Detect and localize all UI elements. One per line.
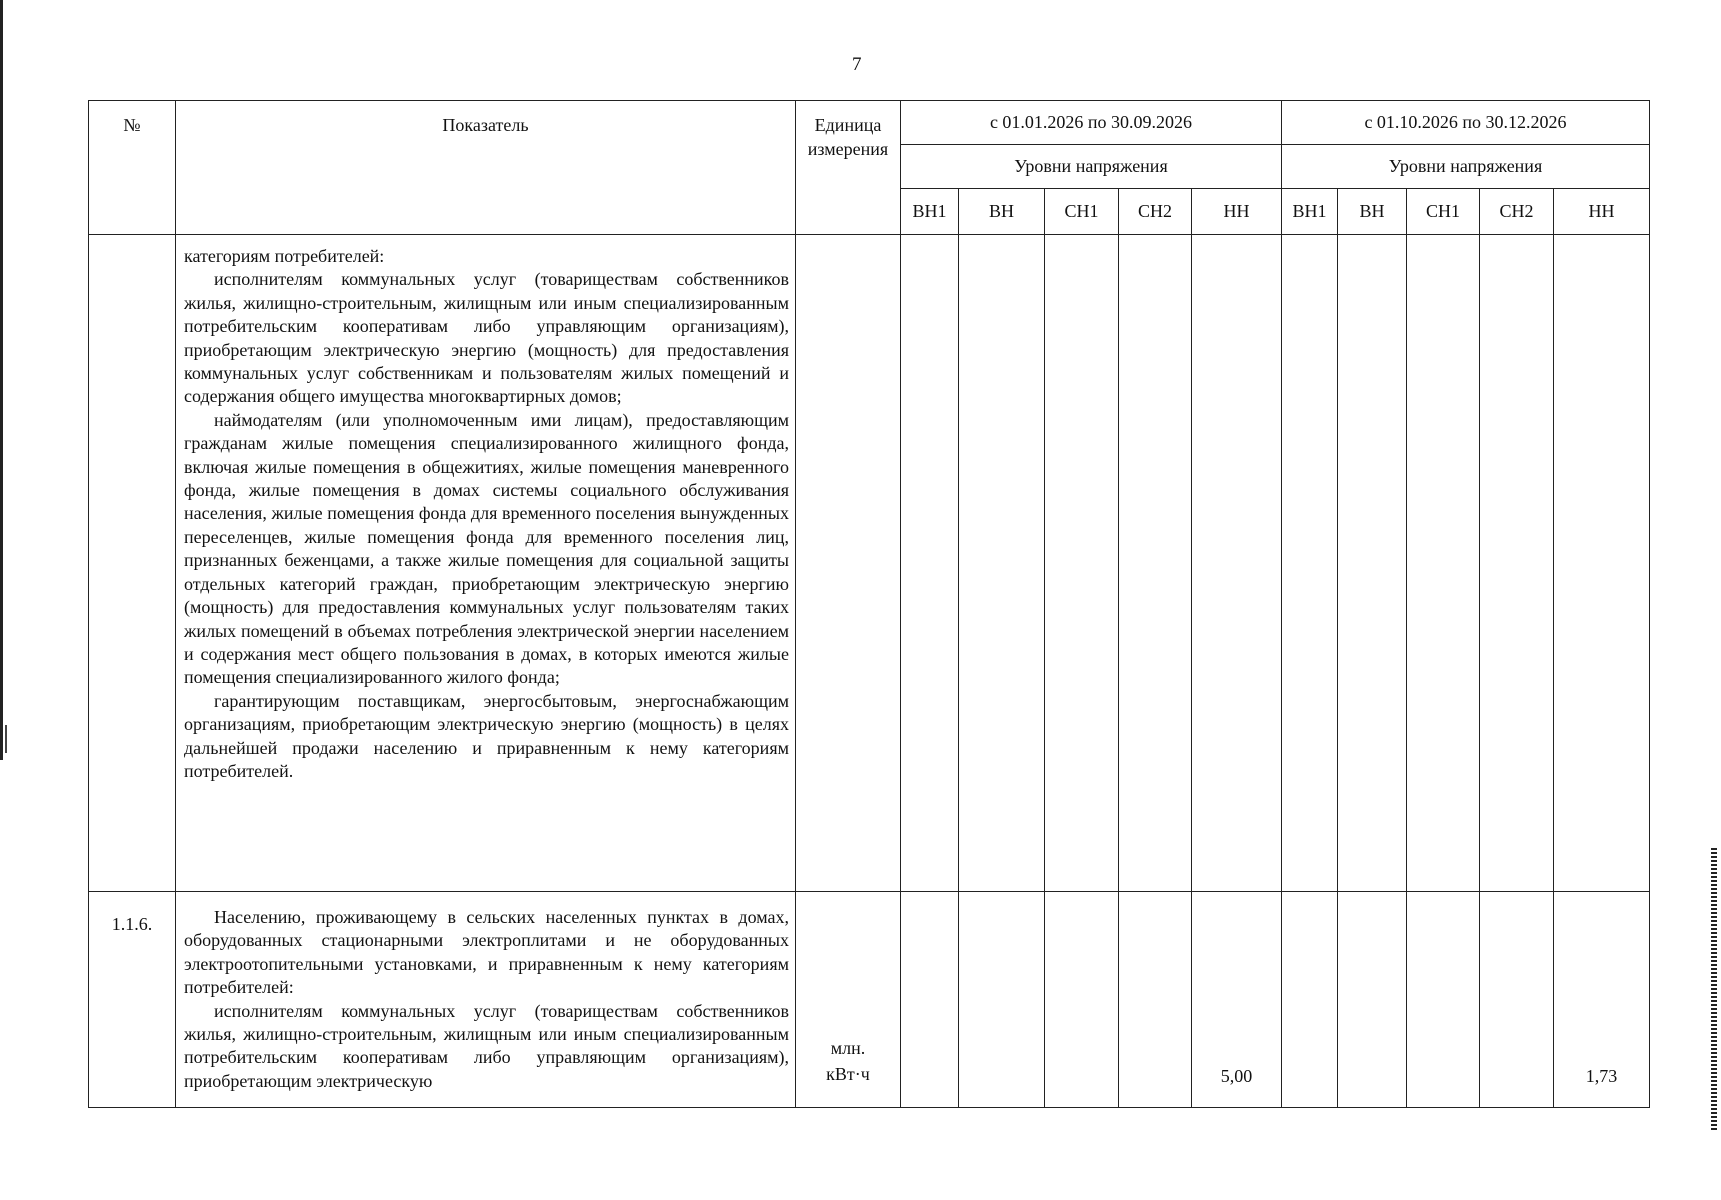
value-cell bbox=[1282, 235, 1338, 892]
scan-right-edge-marks bbox=[1711, 848, 1717, 1130]
value-cell bbox=[1338, 235, 1407, 892]
indicator-paragraph: категориям потребителей: bbox=[184, 246, 385, 266]
level-header-vn1: ВН1 bbox=[901, 189, 959, 235]
value-cell bbox=[1407, 892, 1480, 1108]
value-cell bbox=[1338, 892, 1407, 1108]
header-period-2: с 01.10.2026 по 30.12.2026 bbox=[1282, 101, 1650, 145]
value-cell bbox=[959, 892, 1045, 1108]
table-row bbox=[89, 235, 1650, 892]
scan-left-mark bbox=[5, 725, 7, 753]
value-cell bbox=[1119, 892, 1192, 1108]
header-period-1: с 01.01.2026 по 30.09.2026 bbox=[901, 101, 1282, 145]
unit-cell bbox=[796, 892, 901, 1108]
level-header-sn2: СН2 bbox=[1480, 189, 1554, 235]
page-number: 7 bbox=[852, 54, 862, 75]
value-cell: 5,00 bbox=[1192, 892, 1282, 1108]
value-cell bbox=[1480, 235, 1554, 892]
value-cell bbox=[1282, 892, 1338, 1108]
indicator-text bbox=[176, 235, 796, 892]
value-cell bbox=[1045, 892, 1119, 1108]
value-cell bbox=[1480, 892, 1554, 1108]
indicator-paragraph: наймодателям (или уполномоченным ими лицам), предоставляющим гражданам жилые помещения специализированного жилищного фонда, включая жилые помещения в общежитиях, жилые помещения маневренного фонда, жилые помещения в домах системы социального обслуживания населения, жилые помещения фонда для временного поселения вынужденных переселенцев, жилые помещения фонда для временного поселения лиц, признанных беженцами, а также жилые помещения для социальной защиты отдельных категорий граждан, приобретающим электрическую энергию (мощность) для предоставления коммунальных услуг пользователям таких жилых помещений в объемах потребления электрической энергии населением и содержания мест общего пользования в домах, в которых имеются жилые помещения специализированного жилого фонда; bbox=[184, 409, 789, 688]
level-header-sn2: СН2 bbox=[1119, 189, 1192, 235]
value-cell bbox=[1192, 235, 1282, 892]
value-cell bbox=[959, 235, 1045, 892]
unit-cell bbox=[796, 235, 901, 892]
row-number: 1.1.6. bbox=[89, 892, 176, 1108]
unit-text: млн. bbox=[830, 1038, 866, 1058]
indicator-paragraph: гарантирующим поставщикам, энергосбытовым, энергоснабжающим организациям, приобретающим электрическую энергию (мощность) в целях дальнейшей продажи населению и приравненным к нему категориям потребителей. bbox=[184, 690, 789, 781]
indicator-paragraph: исполнителям коммунальных услуг (товариществам собственников жилья, жилищно-строительным, жилищным или иным специализированным потребительским кооперативам либо управляющим организациям), приобретающим электрическую bbox=[184, 1000, 789, 1091]
value-cell bbox=[901, 892, 959, 1108]
value-cell bbox=[901, 235, 959, 892]
unit-text: кВт·ч bbox=[826, 1064, 870, 1084]
level-header-vn: ВН bbox=[1338, 189, 1407, 235]
table-row bbox=[89, 892, 1650, 1108]
level-header-vn1: ВН1 bbox=[1282, 189, 1338, 235]
indicator-paragraph: Населению, проживающему в сельских населенных пунктах в домах, оборудованных стационарными электроплитами и не оборудованных электроотопительными установками, и приравненным к нему категориям потребителей: bbox=[184, 907, 789, 998]
header-voltage-levels-2: Уровни напряжения bbox=[1282, 145, 1650, 189]
header-voltage-levels-1: Уровни напряжения bbox=[901, 145, 1282, 189]
header-indicator: Показатель bbox=[176, 101, 796, 235]
value-cell bbox=[1119, 235, 1192, 892]
level-header-nn: НН bbox=[1192, 189, 1282, 235]
header-num: № bbox=[89, 101, 176, 235]
level-header-sn1: СН1 bbox=[1407, 189, 1480, 235]
level-header-sn1: СН1 bbox=[1045, 189, 1119, 235]
indicator-text bbox=[176, 892, 796, 1108]
value-cell: 1,73 bbox=[1554, 892, 1650, 1108]
value-cell bbox=[1045, 235, 1119, 892]
level-header-nn: НН bbox=[1554, 189, 1650, 235]
indicator-paragraph: исполнителям коммунальных услуг (товариществам собственников жилья, жилищно-строительным, жилищным или иным специализированным потребительским кооперативам либо управляющим организациям), приобретающим электрическую энергию (мощность) для предоставления коммунальных услуг собственникам и пользователям жилых помещений и содержания общего имущества многоквартирных домов; bbox=[184, 269, 789, 407]
level-header-vn: ВН bbox=[959, 189, 1045, 235]
value-cell bbox=[1554, 235, 1650, 892]
row-number bbox=[89, 235, 176, 892]
header-unit: Единица измерения bbox=[796, 101, 901, 235]
scan-left-edge bbox=[0, 0, 3, 760]
tariff-table bbox=[88, 100, 1650, 1108]
value-cell bbox=[1407, 235, 1480, 892]
